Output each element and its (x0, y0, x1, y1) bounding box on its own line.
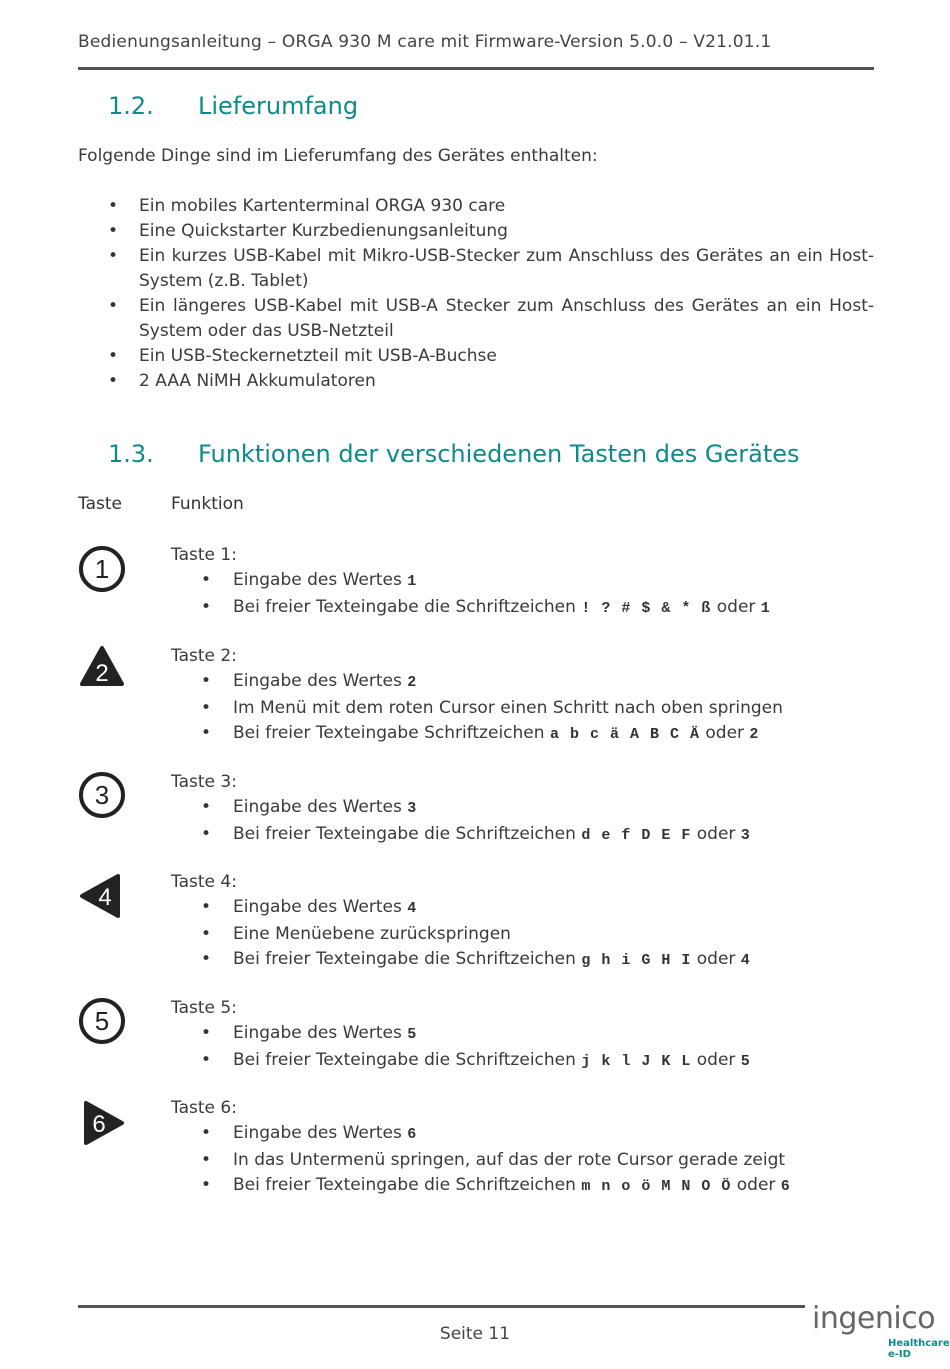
item-mono-value: 6 (780, 1178, 791, 1195)
key-icon-label: 1 (94, 554, 110, 584)
item-mono-value: 2 (407, 674, 418, 691)
item-text: Eingabe des Wertes (233, 897, 408, 917)
key-3-block (171, 770, 871, 848)
logo-sub-eid: e-ID (888, 1349, 911, 1360)
footer-divider (78, 1305, 805, 1308)
item-text: Bei freier Texteingabe die Schriftzeichen (233, 596, 582, 617)
item-text: Eine Menüebene zurückspringen (233, 923, 511, 944)
item-mono-value: 1 (760, 599, 771, 617)
key-3-circle-icon (78, 771, 126, 819)
item-mono-value: 3 (740, 826, 751, 844)
item-tail: oder (691, 949, 741, 969)
item-text: Bei freier Texteingabe Schriftzeichen (233, 723, 550, 743)
list-item (171, 947, 871, 974)
list-item: • Ein längeres USB-Kabel mit USB-A Stecker zum Anschluss des Gerätes an ein Host-System oder das USB-Netzteil (108, 294, 874, 344)
list-item: • Ein USB-Steckernetzteil mit USB-A-Buchse (108, 344, 874, 369)
item-mono-value: 1 (407, 573, 418, 590)
key-icon-label: 4 (98, 884, 112, 911)
key-6-right-triangle-icon (78, 1099, 126, 1147)
item-tail: oder (691, 823, 741, 844)
list-item (171, 721, 871, 748)
section-heading-tasten (108, 440, 800, 468)
key-4-block (171, 870, 871, 974)
item-mono-value: 6 (407, 1126, 418, 1143)
list-item (171, 795, 871, 822)
section-number: 1.2. (108, 92, 154, 120)
key-1-block (171, 543, 871, 621)
item-mono-chars: j k l J K L (581, 1052, 692, 1070)
key-title: Taste 4: (171, 872, 237, 892)
key-2-block (171, 644, 871, 748)
list-item (171, 568, 871, 595)
header-divider (78, 67, 874, 70)
key-title: Taste 1: (171, 545, 237, 565)
item-text: Eingabe des Wertes (233, 1123, 408, 1143)
item-mono-chars: a b c ä A B C Ä (549, 726, 700, 743)
item-mono-value: 3 (407, 800, 418, 817)
item-mono-chars: ! ? # $ & * ß (581, 599, 712, 617)
key-function-list (171, 669, 871, 748)
item-text: Bei freier Texteingabe die Schriftzeichen (233, 1175, 582, 1195)
item-text: Bei freier Texteingabe die Schriftzeichen (233, 1049, 582, 1070)
key-title: Taste 6: (171, 1098, 237, 1118)
list-item (171, 822, 871, 849)
key-1-circle-icon (78, 545, 126, 593)
list-item (171, 895, 871, 922)
key-function-list (171, 1121, 871, 1200)
item-mono-value: 2 (749, 726, 760, 743)
item-text: Im Menü mit dem roten Cursor einen Schritt nach oben springen (233, 697, 783, 718)
item-mono-chars: g h i G H I (581, 952, 692, 969)
key-function-list (171, 568, 871, 621)
key-title: Taste 3: (171, 772, 237, 792)
key-icon-label: 6 (92, 1111, 106, 1138)
item-tail: oder (711, 596, 761, 617)
item-mono-value: 5 (407, 1026, 418, 1043)
intro-paragraph: Folgende Dinge sind im Lieferumfang des Gerätes enthalten: (78, 146, 598, 166)
key-icon-label: 2 (95, 660, 109, 687)
key-function-list (171, 1021, 871, 1074)
key-title: Taste 2: (171, 646, 237, 666)
item-text: Eingabe des Wertes (233, 1023, 408, 1043)
item-text: Eingabe des Wertes (233, 797, 408, 817)
key-5-block (171, 996, 871, 1074)
key-function-list (171, 895, 871, 974)
list-item (171, 1148, 871, 1174)
section-number: 1.3. (108, 440, 154, 468)
key-icon-label: 5 (94, 1006, 110, 1036)
list-item (171, 922, 871, 948)
list-item: • Eine Quickstarter Kurzbedienungsanleitung (108, 219, 874, 244)
logo-subtitle (888, 1338, 950, 1360)
logo-sub-healthcare: Healthcare (888, 1338, 950, 1349)
item-mono-chars: d e f D E F (581, 826, 692, 844)
item-tail: oder (699, 723, 750, 743)
list-item (171, 1173, 871, 1200)
key-5-circle-icon (78, 997, 126, 1045)
list-item: • Ein mobiles Kartenterminal ORGA 930 care (108, 194, 874, 219)
list-item (171, 595, 871, 622)
item-mono-value: 4 (407, 900, 418, 917)
page-number: Seite 11 (439, 1324, 511, 1344)
list-item (171, 1021, 871, 1048)
list-item (171, 1121, 871, 1148)
item-text: Bei freier Texteingabe die Schriftzeichen (233, 949, 582, 969)
key-4-left-triangle-icon (78, 872, 126, 920)
item-text: Eingabe des Wertes (233, 570, 408, 590)
section-heading-lieferumfang (108, 92, 358, 120)
key-function-list (171, 795, 871, 848)
logo-wordmark: ingenico (812, 1301, 936, 1336)
list-item (171, 1048, 871, 1075)
ingenico-logo (812, 1301, 950, 1360)
item-tail: oder (691, 1049, 741, 1070)
item-text: In das Untermenü springen, auf das der rote Cursor gerade zeigt (233, 1149, 786, 1170)
key-title: Taste 5: (171, 998, 237, 1018)
item-mono-value: 5 (740, 1052, 751, 1070)
section-title: Funktionen der verschiedenen Tasten des Gerätes (198, 440, 800, 468)
list-item (171, 696, 871, 722)
item-mono-chars: m n o ö M N O Ö (581, 1178, 732, 1195)
item-text: Bei freier Texteingabe die Schriftzeichen (233, 823, 582, 844)
column-header-taste: Taste (78, 494, 122, 514)
list-item (171, 669, 871, 696)
list-item: • 2 AAA NiMH Akkumulatoren (108, 369, 874, 394)
key-2-up-triangle-icon (78, 644, 126, 692)
key-icon-label: 3 (94, 780, 110, 810)
item-mono-value: 4 (740, 952, 751, 969)
item-tail: oder (731, 1175, 781, 1195)
section-title: Lieferumfang (198, 92, 359, 120)
list-item: • Ein kurzes USB-Kabel mit Mikro-USB-Stecker zum Anschluss des Gerätes an ein Host-System (z.B. Tablet) (108, 244, 874, 294)
key-6-block (171, 1096, 871, 1200)
running-header: Bedienungsanleitung – ORGA 930 M care mit Firmware-Version 5.0.0 – V21.01.1 (78, 32, 772, 52)
item-text: Eingabe des Wertes (233, 671, 408, 691)
delivery-list (108, 194, 874, 394)
column-header-funktion: Funktion (171, 494, 244, 514)
